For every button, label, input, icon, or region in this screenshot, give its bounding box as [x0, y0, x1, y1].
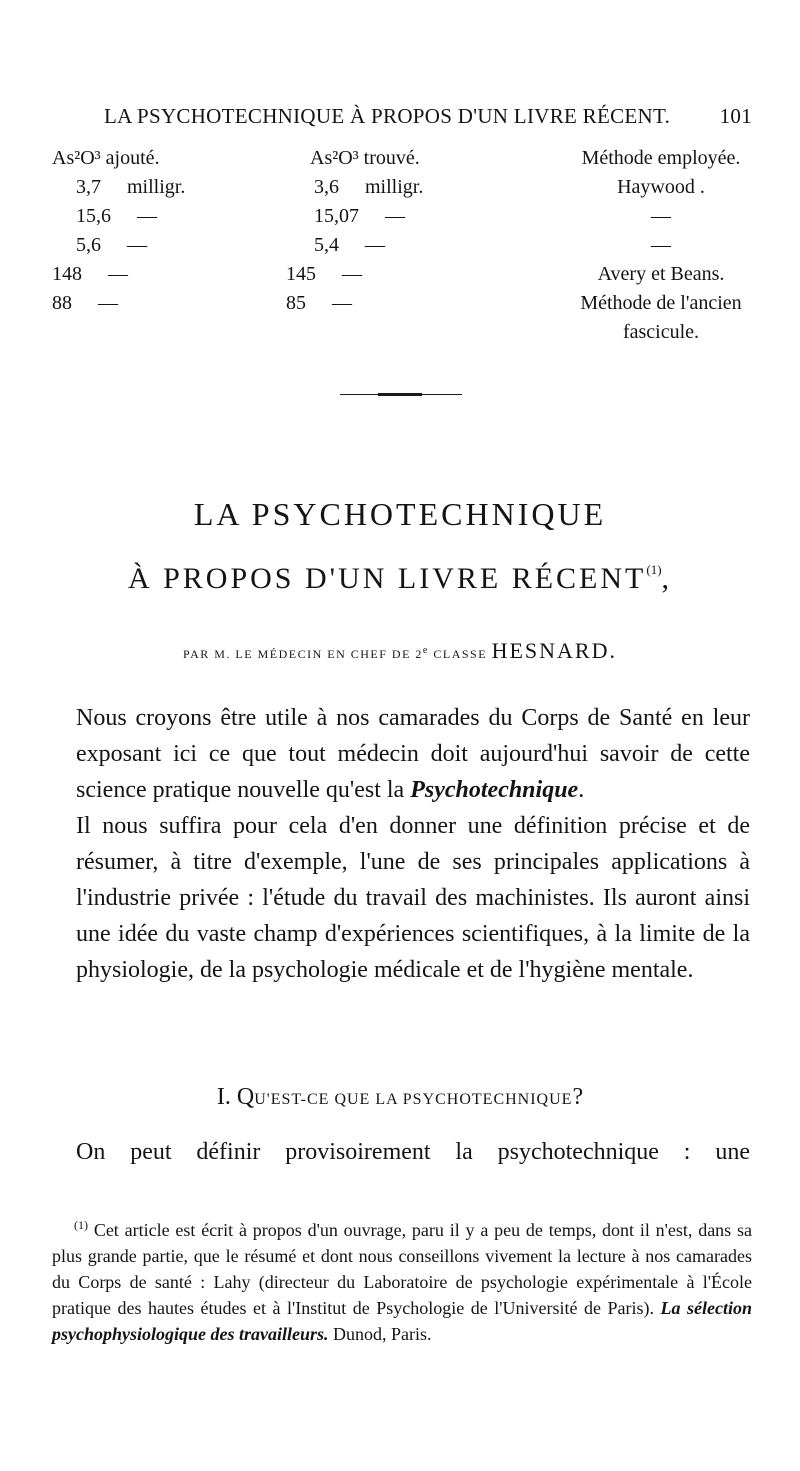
added-unit: —	[108, 263, 128, 285]
method-cell: Haywood .	[617, 176, 705, 198]
added-value: 88	[52, 292, 72, 314]
added-cell	[52, 289, 286, 318]
found-value: 85	[286, 292, 306, 314]
footnote-publisher: Dunod, Paris.	[328, 1324, 432, 1344]
footnote	[52, 1212, 752, 1347]
paragraph-1-italic: Psychotechnique	[410, 777, 579, 803]
added-unit: —	[137, 205, 157, 227]
title-line-2-text: À PROPOS D'UN LIVRE RÉCENT	[127, 562, 647, 595]
found-unit: —	[332, 292, 352, 314]
section-title-initial: Q	[236, 1084, 255, 1110]
added-value: 3,7	[76, 176, 101, 198]
byline-mid: CLASSE	[428, 647, 492, 661]
table-row	[52, 289, 758, 318]
added-unit: —	[98, 292, 118, 314]
section-title-end: ?	[572, 1084, 584, 1110]
added-cell	[52, 231, 286, 260]
author-name: HESNARD.	[491, 638, 617, 663]
paragraph-2: Il nous suffira pour cela d'en donner une définition précise et de résumer, à titre d'exemple, l'une de ses principales applications à l'industrie privée : l'étude du travail des machinistes. Ils auront ainsi une idée du vaste champ d'expériences scientifiques, à la limite de la physiologie, de la psychologie médicale et de l'hygiène mentale.	[76, 813, 750, 983]
found-unit: milligr.	[365, 176, 424, 198]
paragraph-1-end: .	[578, 777, 585, 803]
method-continuation: fascicule.	[622, 321, 700, 343]
method-cell: Méthode de l'ancien	[580, 292, 742, 314]
header-found: As²O³ trouvé.	[310, 147, 420, 169]
section-number: I.	[216, 1084, 231, 1110]
added-unit: —	[127, 234, 147, 256]
found-value: 15,07	[314, 205, 359, 227]
article-body	[76, 700, 750, 988]
title-line-2-end: ,	[661, 562, 673, 595]
section-title-rest: U'EST-CE QUE LA PSYCHOTECHNIQUE	[254, 1091, 573, 1108]
found-value: 145	[286, 263, 316, 285]
found-cell	[286, 173, 564, 202]
article-title-line-1: LA PSYCHOTECHNIQUE	[193, 496, 607, 532]
found-value: 3,6	[314, 176, 339, 198]
byline-sup: e	[422, 645, 429, 656]
paragraph-1-text: Nous croyons être utile à nos camarades du Corps de Santé en leur exposant ici ce que tout médecin doit aujourd'hui savoir de cette science pratique nouvelle qu'est la	[76, 705, 750, 803]
added-cell	[52, 173, 286, 202]
added-value: 5,6	[76, 234, 101, 256]
section-divider-rule	[340, 392, 462, 396]
footnote-book-title: La sélection psychophysiologique des travailleurs.	[52, 1298, 752, 1344]
header-method: Méthode employée.	[581, 147, 741, 169]
byline	[0, 638, 800, 664]
found-cell	[286, 202, 564, 231]
running-head-title: LA PSYCHOTECHNIQUE À PROPOS D'UN LIVRE RÉCENT.	[104, 104, 671, 128]
page-number: 101	[719, 104, 752, 128]
running-head	[104, 104, 752, 129]
table-row	[52, 260, 758, 289]
table-row	[52, 202, 758, 231]
title-footnote-mark: (1)	[646, 562, 662, 577]
table-row	[52, 231, 758, 260]
arsenic-results-table	[52, 144, 758, 347]
added-value: 148	[52, 263, 82, 285]
found-value: 5,4	[314, 234, 339, 256]
found-unit: —	[365, 234, 385, 256]
table-row	[52, 173, 758, 202]
found-unit: —	[342, 263, 362, 285]
added-cell	[52, 202, 286, 231]
found-cell	[286, 260, 564, 289]
divider-thick-line	[378, 393, 422, 396]
footnote-mark: (1)	[74, 1218, 88, 1232]
found-unit: —	[385, 205, 405, 227]
added-value: 15,6	[76, 205, 111, 227]
added-unit: milligr.	[127, 176, 186, 198]
method-cell: —	[651, 234, 671, 256]
method-cell: —	[651, 205, 671, 227]
added-cell	[52, 260, 286, 289]
table-row	[52, 318, 758, 347]
article-title-line-2	[0, 562, 800, 596]
paragraph-1	[76, 700, 750, 808]
found-cell	[286, 231, 564, 260]
found-cell	[286, 289, 564, 318]
method-cell: Avery et Beans.	[597, 263, 725, 285]
header-added: As²O³ ajouté.	[52, 147, 160, 169]
footnote-text: Cet article est écrit à propos d'un ouvrage, paru il y a peu de temps, dont il n'est, dans sa plus grande partie, que le résumé et dont nous conseillons vivement la lecture à nos camarades du Corps de santé : Lahy (directeur du Laboratoire de psychologie expérimentale à l'École pratique des hautes études et à l'Institut de Psychologie de l'Université de Paris).	[52, 1220, 752, 1318]
byline-prefix: PAR M. LE MÉDECIN EN CHEF DE 2	[183, 647, 423, 661]
paragraph-3: On peut définir provisoirement la psychotechnique : une	[76, 1139, 750, 1165]
section-heading	[0, 1084, 800, 1111]
table-header-row	[52, 144, 758, 173]
